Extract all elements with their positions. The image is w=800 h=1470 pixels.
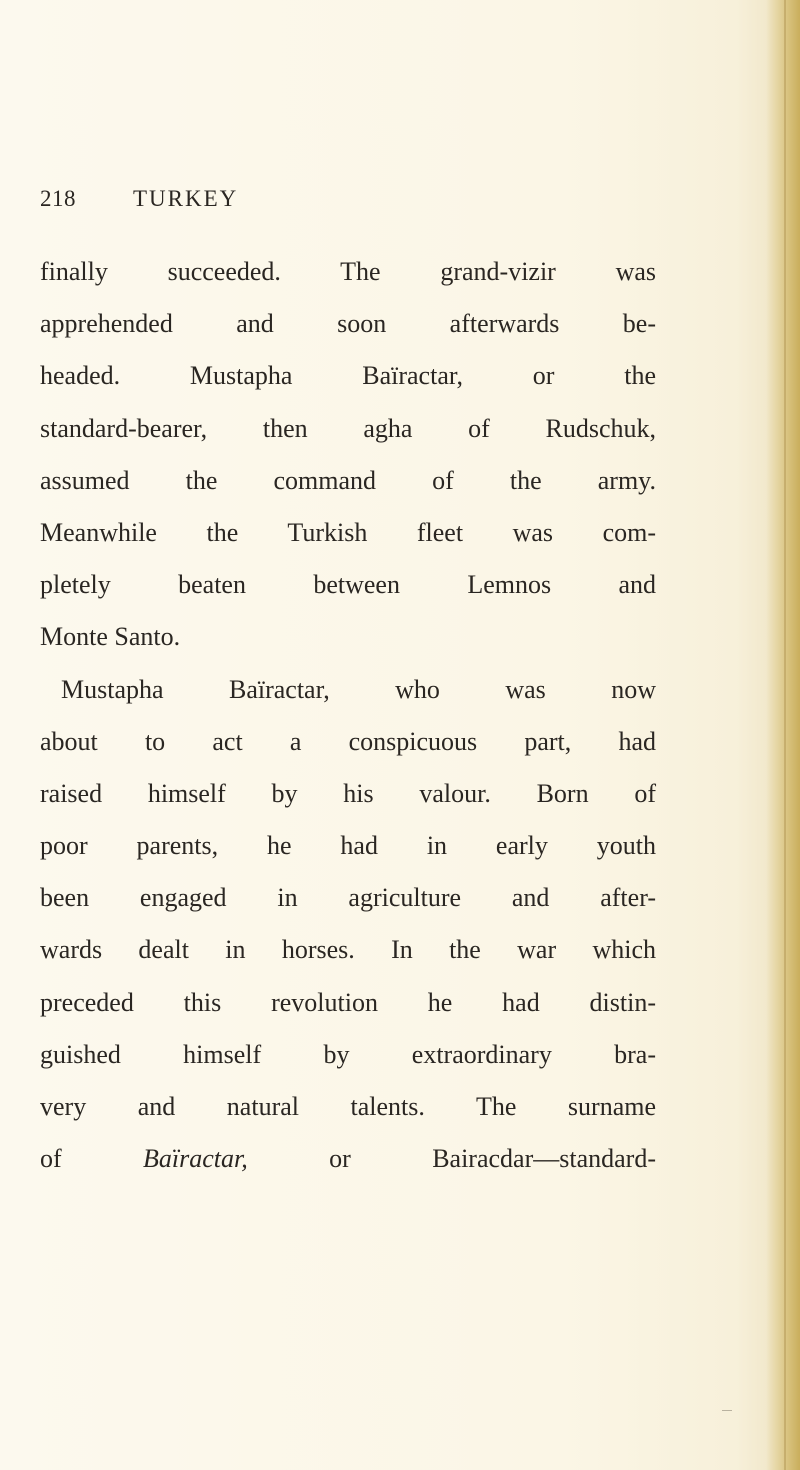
text-line: headed. Mustapha Baïractar, or the <box>40 361 656 391</box>
text-line: preceded this revolution he had distin- <box>40 987 656 1017</box>
text-line: standard-bearer, then agha of Rudschuk, <box>40 413 656 443</box>
text-line: Monte Santo. <box>40 622 181 652</box>
scan-mark <box>722 1410 732 1411</box>
text-line: Meanwhile the Turkish fleet was com- <box>40 517 656 547</box>
text-line: Mustapha Baïractar, who was now <box>61 674 656 704</box>
text-line: about to act a conspicuous part, had <box>40 726 656 756</box>
last-line-suffix: or Bairacdar—standard- <box>247 1144 656 1174</box>
text-line: finally succeeded. The grand-vizir was <box>40 257 656 286</box>
italic-term: Baïractar, <box>143 1144 248 1174</box>
text-line: poor parents, he had in early youth <box>40 831 656 861</box>
running-head: TURKEY <box>133 186 239 211</box>
page-binding-edge <box>766 0 800 1470</box>
text-line: pletely beaten between Lemnos and <box>40 570 656 600</box>
body-text <box>40 246 660 1185</box>
last-line-prefix: of <box>40 1144 144 1174</box>
text-line-last <box>40 1133 656 1185</box>
page-header <box>40 186 400 216</box>
text-line: wards dealt in horses. In the war which <box>40 935 656 965</box>
text-line: raised himself by his valour. Born of <box>40 778 656 808</box>
text-line: been engaged in agriculture and after- <box>40 883 656 913</box>
text-line: very and natural talents. The surname <box>40 1092 656 1121</box>
text-line: assumed the command of the army. <box>40 465 656 495</box>
text-line: apprehended and soon afterwards be- <box>40 309 656 339</box>
text-line: guished himself by extraordinary bra- <box>40 1039 656 1069</box>
page-number: 218 <box>40 186 76 211</box>
